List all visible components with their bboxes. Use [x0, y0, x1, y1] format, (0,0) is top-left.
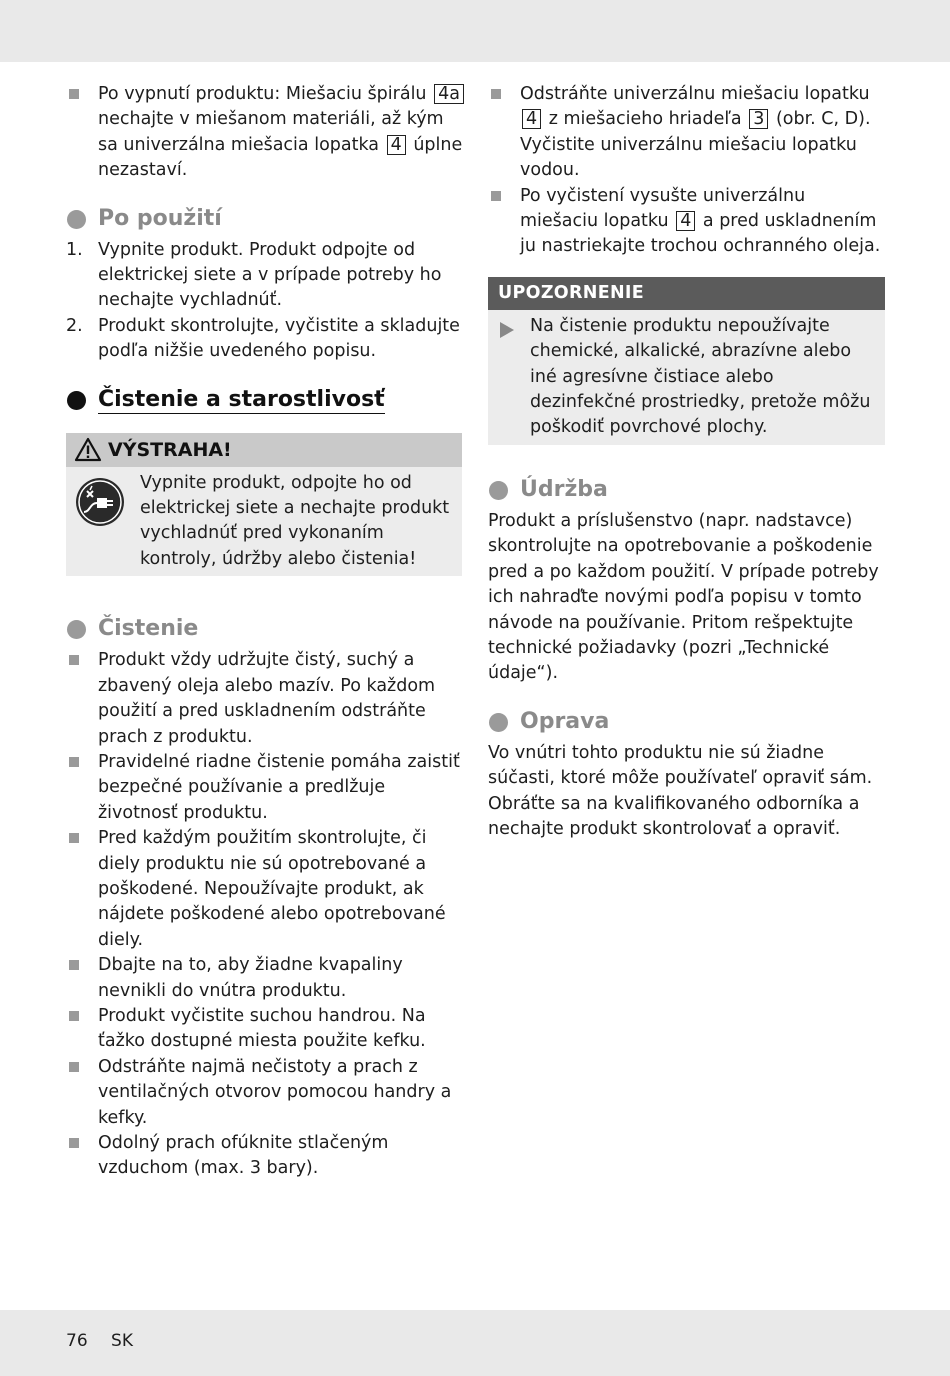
oprava-text: Vo vnútri tohto produktu nie sú žiadne súčasti, ktoré môže používateľ opraviť sám. Obráťte sa na kvalifikovaného odborníka a nechajte produkt skontrolovať a opraviť. — [488, 742, 873, 839]
section-heading-cistenie: Čistenie — [66, 614, 466, 644]
bullet-square — [69, 1011, 79, 1021]
steps-list — [66, 238, 466, 365]
list-item: Odolný prach ofúknite stlačeným vzduchom (max. 3 bary). — [66, 1131, 466, 1182]
part-ref: 4 — [387, 135, 406, 155]
bullet-square — [69, 1062, 79, 1072]
note-body: Na čistenie produktu nepoužívajte chemické, alkalické, abrazívne alebo iné agresívne čistiace alebo dezinfekčné prostriedky, pretože môžu poškodiť povrchové plochy. — [488, 310, 885, 445]
udrzba-text: Produkt a príslušenstvo (napr. nadstavce) skontrolujte na opotrebovanie a poškodenie pred a po každom použití. V prípade potreby ich nahraďte novými podľa popisu v tomto návode na používanie. Pritom rešpektujte technické požiadavky (pozri „Technické údaje“). — [488, 510, 879, 684]
left-column — [66, 82, 466, 1182]
warning-triangle-icon — [74, 437, 102, 462]
list-item: 2. Produkt skontrolujte, vyčistite a skladujte podľa nižšie uvedeného popisu. — [66, 315, 460, 362]
footer — [66, 1331, 151, 1351]
heading-dot — [489, 481, 508, 500]
top-bar — [0, 0, 950, 62]
heading-dot — [67, 620, 86, 639]
list-item: Dbajte na to, aby žiadne kvapaliny nevnikli do vnútra produktu. — [66, 953, 466, 1004]
bullet-square — [69, 89, 79, 99]
heading-dot — [67, 210, 86, 229]
section-heading-po-pouziti: Po použití — [66, 204, 466, 234]
warning-header: VÝSTRAHA! — [66, 433, 462, 467]
bullet-square — [491, 191, 501, 201]
bullet-square — [69, 757, 79, 767]
heading-dot — [489, 713, 508, 732]
language-code: SK — [111, 1331, 133, 1351]
section-heading-udrzba: Údržba — [488, 475, 885, 505]
note-header: UPOZORNENIE — [488, 277, 885, 310]
list-item: 1. Vypnite produkt. Produkt odpojte od elektrickej siete a v prípade potreby ho nechajte vychladnúť. — [66, 239, 442, 311]
arrow-right-icon — [500, 322, 514, 338]
page-number: 76 — [66, 1331, 88, 1351]
bullet-square — [69, 655, 79, 665]
section-heading-oprava: Oprava — [488, 707, 885, 737]
warning-box — [66, 433, 462, 577]
list-item: Po vypnutí produktu: Miešaciu špirálu 4a nechajte v miešanom materiáli, až kým sa univerzálna miešacia lopatka 4 úplne nezastaví. — [66, 82, 466, 184]
bullet-square — [491, 89, 501, 99]
list-item: Po vyčistení vysušte univerzálnu miešaciu lopatku 4 a pred uskladnením ju nastriekajte trochou ochranného oleja. — [488, 184, 885, 260]
list-item: Pravidelné riadne čistenie pomáha zaistiť bezpečné používanie a predlžuje životnosť produktu. — [66, 750, 466, 826]
part-ref: 4 — [522, 109, 541, 129]
heading-dot — [67, 391, 86, 410]
note-box — [488, 277, 885, 445]
right-column — [488, 82, 885, 842]
bullet-square — [69, 833, 79, 843]
part-ref: 3 — [749, 109, 768, 129]
list-item: Produkt vyčistite suchou handrou. Na ťažko dostupné miesta použite kefku. — [66, 1004, 466, 1055]
list-item: Pred každým použitím skontrolujte, či diely produktu nie sú opotrebované a poškodené. Nepoužívajte produkt, ak nájdete poškodené alebo opotrebované diely. — [66, 826, 466, 953]
cleaning-list — [66, 648, 466, 1182]
warning-body: Vypnite produkt, odpojte ho od elektrickej siete a nechajte produkt vychladnúť pred vykonaním kontroly, údržby alebo čistenia! — [66, 467, 462, 577]
section-heading-cistenie-starostlivost: Čistenie a starostlivosť — [66, 385, 466, 415]
bullet-square — [69, 960, 79, 970]
list-item: Odstráňte najmä nečistoty a prach z ventilačných otvorov pomocou handry a kefky. — [66, 1055, 466, 1131]
unplug-icon — [74, 476, 126, 528]
part-ref: 4 — [676, 211, 695, 231]
list-item: Produkt vždy udržujte čistý, suchý a zbavený oleja alebo mazív. Po každom použití a pred uskladnením odstráňte prach z produktu. — [66, 648, 466, 750]
bullet-square — [69, 1138, 79, 1148]
part-ref: 4a — [434, 84, 464, 104]
list-item: Odstráňte univerzálnu miešaciu lopatku 4 z miešacieho hriadeľa 3 (obr. C, D). Vyčistite univerzálnu miešaciu lopatku vodou. — [488, 82, 885, 184]
